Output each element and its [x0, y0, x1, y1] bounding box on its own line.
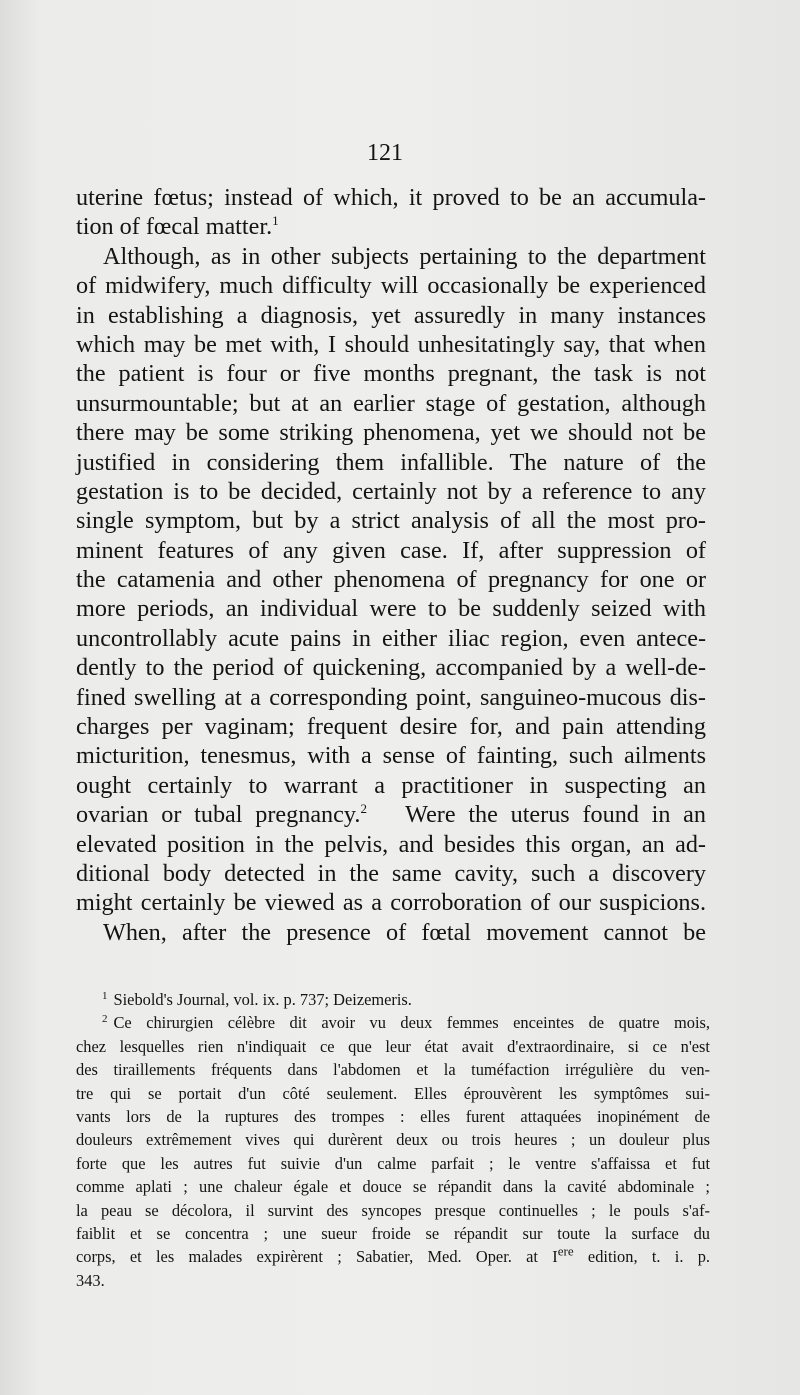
footnote-2-line: douleurs extrêmement vives qui durèrent deux ou trois heures ; un douleur plus — [76, 1130, 710, 1150]
text-line: When, after the presence of fœtal movement cannot be — [103, 918, 706, 946]
edition-superscript: ere — [557, 1243, 574, 1259]
footnote-1 — [76, 988, 710, 1011]
text-line: uncontrollably acute pains in either iliac region, even antece- — [76, 624, 706, 652]
footnote-2-line: comme aplati ; une chaleur égale et douce se répandit dans la cavité abdominale ; — [76, 1177, 710, 1197]
edition-tail: edition, t. i. p. — [587, 1247, 710, 1267]
footnote-text: corps, et les malades expirèrent ; Sabatier, Med. Oper. at — [76, 1247, 538, 1267]
footnote-2-line: des tiraillements fréquents dans l'abdomen et la tuméfaction irrégulière du ven- — [76, 1060, 710, 1080]
text-line: of midwifery, much difficulty will occasionally be experienced — [76, 272, 706, 300]
text-line: unsurmountable; but at an earlier stage of gestation, although — [76, 389, 706, 417]
footnote-ref-2: 2 — [360, 801, 367, 817]
footnote-mark: 2 — [102, 1012, 108, 1025]
text-line: dently to the period of quickening, accompanied by a well-de- — [76, 654, 706, 682]
text-line: justified in considering them infallible. The nature of the — [76, 448, 706, 476]
footnote-text: Ce chirurgien célèbre dit avoir vu deux femmes enceintes de quatre mois, — [113, 1013, 710, 1033]
text-line: the patient is four or five months pregnant, the task is not — [76, 360, 706, 388]
footnote-2-line: 343. — [76, 1270, 105, 1290]
text-line: gestation is to be decided, certainly not by a reference to any — [76, 477, 706, 505]
text-line: uterine fœtus; instead of which, it proved to be an accumula- — [76, 184, 706, 211]
footnote-2-line: tre qui se portait d'un côté seulement. Elles éprouvèrent les symptômes sui- — [76, 1083, 710, 1103]
text-line: micturition, tenesmus, with a sense of fainting, such ailments — [76, 742, 706, 770]
text-line: there may be some striking phenomena, yet we should not be — [76, 419, 706, 447]
footnotes — [76, 988, 710, 1292]
edition-number: I — [552, 1247, 558, 1267]
text-line — [76, 800, 706, 829]
text-line: single symptom, but by a strict analysis of all the most pro- — [76, 507, 706, 535]
text-line: fined swelling at a corresponding point, sanguineo-mucous dis- — [76, 683, 706, 711]
footnote-2-line: chez lesquelles rien n'indiquait ce que leur état avait d'extraordinaire, si ce n'est — [76, 1036, 710, 1056]
footnote-2-line: faiblit et se concentra ; une sueur froide se répandit sur toute la surface du — [76, 1223, 710, 1243]
text-line: might certainly be viewed as a corroboration of our suspicions. — [76, 889, 706, 917]
text-line: Although, as in other subjects pertaining to the department — [103, 242, 706, 270]
text-line: charges per vaginam; frequent desire for, and pain attending — [76, 713, 706, 741]
text-line: ought certainly to warrant a practitioner in suspecting an — [76, 771, 706, 799]
footnote-2-line: forte que les autres fut suivie d'un calme parfait ; le ventre s'affaissa et fut — [76, 1153, 710, 1173]
text-line — [76, 212, 706, 241]
footnote-ref-1: 1 — [272, 213, 279, 229]
text-line: which may be met with, I should unhesitatingly say, that when — [76, 330, 706, 358]
footnote-2-line — [76, 1011, 710, 1034]
main-text — [76, 183, 706, 947]
footnote-2-line — [76, 1245, 710, 1268]
page-number: 121 — [367, 140, 403, 166]
footnote-mark: 1 — [102, 989, 108, 1002]
text-line-content: ovarian or tubal pregnancy. — [76, 801, 361, 829]
footnote-2-line: la peau se décolora, il survint des syncopes presque continuelles ; le pouls s'af- — [76, 1200, 710, 1220]
text-line: more periods, an individual were to be suddenly seized with — [76, 595, 706, 623]
text-line: minent features of any given case. If, after suppression of — [76, 536, 706, 564]
text-line: ditional body detected in the same cavity, such a discovery — [76, 859, 706, 887]
text-line: the catamenia and other phenomena of pregnancy for one or — [76, 566, 706, 594]
footnote-2-line: vants lors de la ruptures des trompes : elles furent attaquées inopinément de — [76, 1106, 710, 1126]
footnote-text: Siebold's Journal, vol. ix. p. 737; Deizemeris. — [113, 990, 412, 1009]
text-line-tail: Were the uterus found in an — [405, 801, 707, 829]
text-line: elevated position in the pelvis, and besides this organ, an ad- — [76, 830, 706, 858]
text-line-content: tion of fœcal matter. — [76, 213, 273, 241]
text-line: in establishing a diagnosis, yet assuredly in many instances — [76, 301, 706, 329]
